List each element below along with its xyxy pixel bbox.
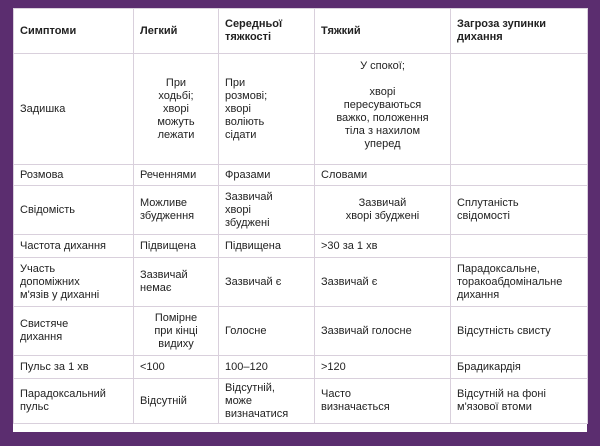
row-label: Свистяче дихання [14,307,134,356]
cell-moderate: Зазвичай хворі збуджені [219,186,315,235]
table-row [14,54,588,165]
cell-mild: Відсутній [134,379,219,424]
cell-moderate: Підвищена [219,235,315,258]
cell-moderate: Фразами [219,165,315,186]
table-row [14,235,588,258]
cell-severe: Зазвичай хворі збуджені [315,186,451,235]
cell-severe: >120 [315,356,451,379]
cell-arrest [451,54,588,165]
cell-severe: Часто визначається [315,379,451,424]
header-row [14,9,588,54]
cell-arrest: Відсутність свисту [451,307,588,356]
cell-severe: У спокої; хворі пересуваються важко, положення тіла з нахилом уперед [315,54,451,165]
row-label: Задишка [14,54,134,165]
cell-mild: При ходьбі; хворі можуть лежати [134,54,219,165]
cell-arrest: Сплутаність свідомості [451,186,588,235]
cell-mild: <100 [134,356,219,379]
row-label: Розмова [14,165,134,186]
asthma-severity-table [13,8,588,424]
row-label: Участь допоміжних м'язів у диханні [14,258,134,307]
cell-mild: Помірне при кінці видиху [134,307,219,356]
cell-moderate: 100–120 [219,356,315,379]
header-mild: Легкий [134,9,219,54]
table-row [14,165,588,186]
table-row [14,258,588,307]
row-label: Парадоксальний пульс [14,379,134,424]
cell-moderate: Зазвичай є [219,258,315,307]
cell-mild: Реченнями [134,165,219,186]
cell-mild: Можливе збудження [134,186,219,235]
cell-mild: Підвищена [134,235,219,258]
cell-severe: Словами [315,165,451,186]
cell-arrest [451,165,588,186]
cell-arrest: Парадоксальне, торакоабдомінальне дихання [451,258,588,307]
header-respiratory-arrest: Загроза зупинки дихання [451,9,588,54]
table-row [14,186,588,235]
header-moderate: Середньої тяжкості [219,9,315,54]
table-row [14,379,588,424]
table-row [14,356,588,379]
row-label: Свідомість [14,186,134,235]
table-row [14,307,588,356]
row-label: Пульс за 1 хв [14,356,134,379]
cell-arrest: Брадикардія [451,356,588,379]
header-symptoms: Симптоми [14,9,134,54]
cell-moderate: Відсутній, може визначатися [219,379,315,424]
table-frame [13,8,587,432]
row-label: Частота дихання [14,235,134,258]
cell-moderate: При розмові; хворі воліють сідати [219,54,315,165]
cell-severe: Зазвичай голосне [315,307,451,356]
cell-moderate: Голосне [219,307,315,356]
cell-severe: Зазвичай є [315,258,451,307]
cell-severe: >30 за 1 хв [315,235,451,258]
cell-mild: Зазвичай немає [134,258,219,307]
header-severe: Тяжкий [315,9,451,54]
cell-arrest: Відсутній на фоні м'язової втоми [451,379,588,424]
cell-arrest [451,235,588,258]
